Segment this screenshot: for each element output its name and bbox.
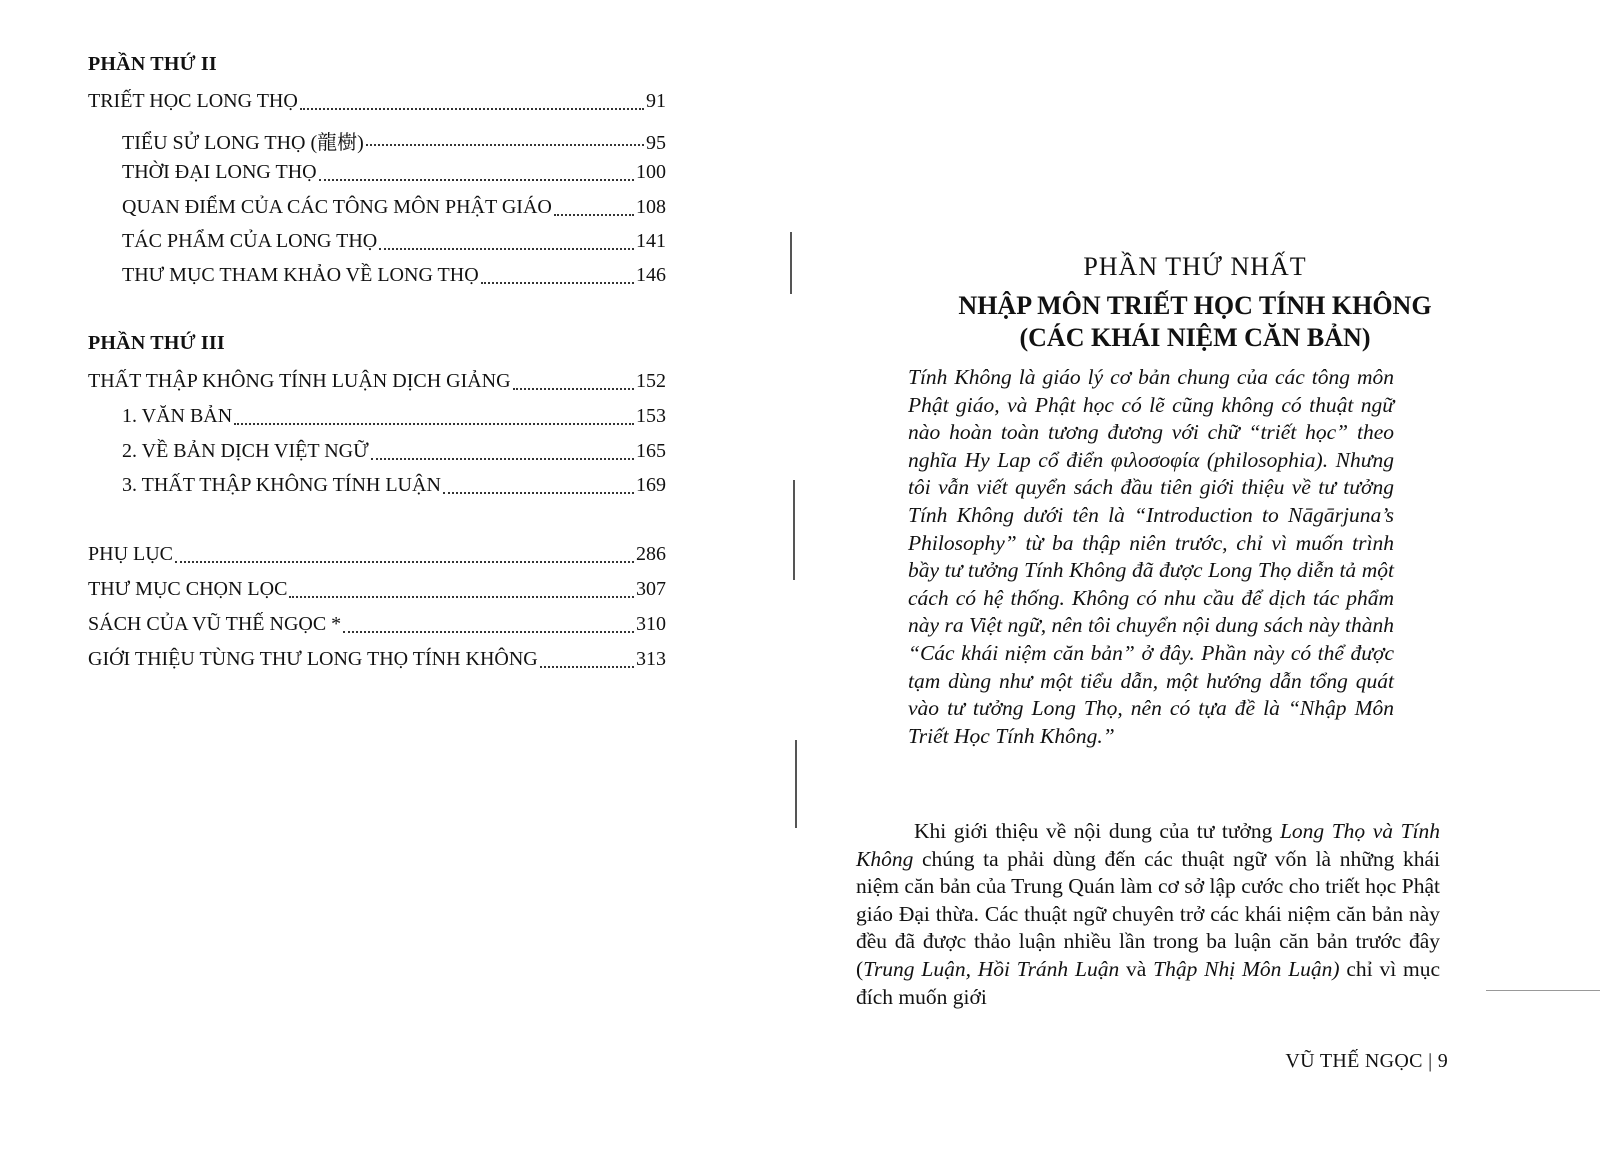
toc-entry[interactable]: TÁC PHẨM CỦA LONG THỌ 141 (122, 230, 666, 252)
leader-dots (175, 561, 634, 563)
leader-dots (343, 631, 634, 633)
leader-dots (371, 458, 634, 460)
leader-dots (443, 492, 634, 494)
toc-entry[interactable]: GIỚI THIỆU TÙNG THƯ LONG THỌ TÍNH KHÔNG 313 (88, 648, 666, 670)
toc-entry[interactable]: TIỂU SỬ LONG THỌ (龍樹) 95 (122, 132, 666, 154)
body-paragraph: Khi giới thiệu về nội dung của tư tưởng Long Thọ và Tính Không chúng ta phải dùng đến các thuật ngữ vốn là những khái niệm căn bản của Trung Quán làm cơ sở lập cước cho triết học Phật giáo Đại thừa. Các thuật ngữ chuyên trở các khái niệm căn bản này đều đã được thảo luận nhiều lần trong ba luận căn bản trước đây (Trung Luận, Hồi Tránh Luận và Thập Nhị Môn Luận) chỉ vì mục đích muốn giới (856, 819, 1441, 1009)
toc-entry[interactable]: QUAN ĐIỂM CỦA CÁC TÔNG MÔN PHẬT GIÁO 108 (122, 196, 666, 218)
right-page-chapter (790, 0, 1600, 1159)
toc-entry[interactable]: THỜI ĐẠI LONG THỌ 100 (122, 161, 666, 183)
scan-artifact-line (795, 740, 797, 828)
leader-dots (540, 666, 634, 668)
toc-entry[interactable]: THƯ MỤC CHỌN LỌC 307 (88, 578, 666, 600)
leader-dots (300, 108, 644, 110)
toc-entry[interactable]: THƯ MỤC THAM KHẢO VỀ LONG THỌ 146 (122, 264, 666, 286)
left-page-toc (0, 0, 790, 1159)
chapter-subtitle: (CÁC KHÁI NIỆM CĂN BẢN) (1019, 323, 1371, 352)
leader-dots (481, 282, 634, 284)
scan-artifact-line (1486, 990, 1600, 991)
scan-artifact-line (790, 232, 792, 294)
toc-entry[interactable]: SÁCH CỦA VŨ THẾ NGỌC * 310 (88, 613, 666, 635)
leader-dots (289, 596, 634, 598)
leader-dots (554, 214, 634, 216)
intro-paragraph: Tính Không là giáo lý cơ bản chung của các tông môn Phật giáo, và Phật học có lẽ cũng không có thuật ngữ nào hoàn toàn tương đương với chữ “triết học” theo nghĩa Hy Lap cổ điển φιλοσοφία (philosophia). Nhưng tôi vẫn viết quyển sách đầu tiên giới thiệu về tư tưởng Tính Không dưới tên là “Introduction to Nāgārjuna’s Philosophy” từ ba thập niên trước, chỉ vì muốn trình bầy tư tưởng Tính Không đã được Long Thọ diễn tả một cách có hệ thống. Không có nhu cầu để dịch tác phẩm này ra Việt ngữ, nên tôi chuyển nội dung sách này thành “Các khái niệm căn bản” ở đây. Phần này có thể được tạm dùng như một tiểu dẫn, một hướng dẫn tổng quát vào tư tưởng Long Thọ, nên có tựa đề là “Nhập Môn Triết Học Tính Không.” (908, 365, 1394, 748)
toc-entry[interactable]: PHỤ LỤC 286 (88, 543, 666, 565)
page-footer: VŨ THẾ NGỌC | 9 (1285, 1050, 1448, 1072)
toc-part2-heading: PHẦN THỨ II (88, 53, 217, 75)
scan-artifact-line (793, 480, 795, 580)
leader-dots (234, 423, 634, 425)
leader-dots (366, 144, 644, 146)
part-label: PHẦN THỨ NHẤT (1083, 252, 1307, 281)
toc-entry[interactable]: 3. THẤT THẬP KHÔNG TÍNH LUẬN 169 (122, 474, 666, 496)
toc-entry[interactable]: TRIẾT HỌC LONG THỌ 91 (88, 90, 666, 112)
leader-dots (513, 388, 634, 390)
toc-entry[interactable]: 1. VĂN BẢN 153 (122, 405, 666, 427)
toc-entry[interactable]: 2. VỀ BẢN DỊCH VIỆT NGỮ 165 (122, 440, 666, 462)
toc-part3-heading: PHẦN THỨ III (88, 332, 225, 354)
chapter-title: NHẬP MÔN TRIẾT HỌC TÍNH KHÔNG (958, 291, 1432, 320)
leader-dots (319, 179, 634, 181)
toc-entry[interactable]: THẤT THẬP KHÔNG TÍNH LUẬN DỊCH GIẢNG 152 (88, 370, 666, 392)
leader-dots (379, 248, 634, 250)
